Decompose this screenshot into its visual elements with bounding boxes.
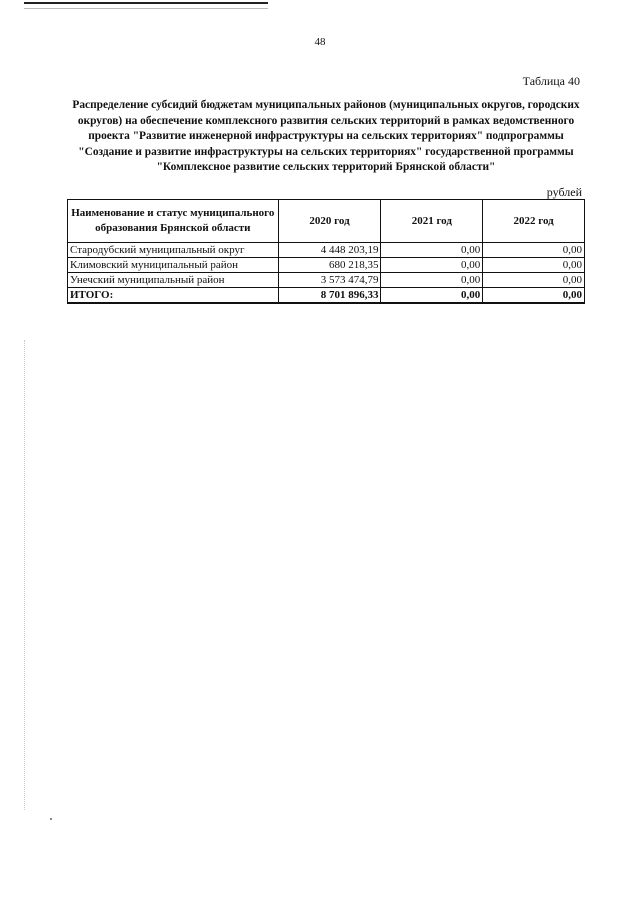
header-2021: 2021 год bbox=[381, 200, 483, 243]
title-line: "Создание и развитие инфраструктуры на сельских территориях" государственной программы bbox=[78, 145, 574, 158]
cell-2020: 4 448 203,19 bbox=[278, 243, 381, 258]
title-line: округов) на обеспечение комплексного развития сельских территорий в рамках ведомственного bbox=[77, 114, 575, 127]
table-label: Таблица 40 bbox=[522, 74, 580, 88]
title-line: Распределение субсидий бюджетам муниципальных районов (муниципальных округов, городских bbox=[72, 99, 580, 111]
subsidies-table bbox=[67, 199, 585, 304]
header-2022: 2022 год bbox=[483, 200, 585, 243]
table-header-row bbox=[68, 200, 585, 243]
page-number: 48 bbox=[314, 36, 326, 48]
total-label: ИТОГО: bbox=[68, 288, 279, 304]
top-border-line bbox=[24, 2, 268, 4]
cell-2020: 3 573 474,79 bbox=[278, 273, 381, 288]
scan-margin-dots bbox=[24, 340, 26, 810]
header-2020: 2020 год bbox=[278, 200, 381, 243]
cell-2022: 0,00 bbox=[483, 258, 585, 273]
cell-2022: 0,00 bbox=[483, 243, 585, 258]
table-total-row bbox=[68, 288, 585, 304]
scan-speck bbox=[50, 818, 52, 820]
cell-2021: 0,00 bbox=[381, 273, 483, 288]
total-2022: 0,00 bbox=[483, 288, 585, 304]
header-municipality: Наименование и статус муниципального образования Брянской области bbox=[68, 200, 279, 243]
title-line: проекта "Развитие инженерной инфраструктуры на сельских территориях" подпрограммы bbox=[88, 130, 564, 143]
cell-2022: 0,00 bbox=[483, 273, 585, 288]
cell-municipality: Унечский муниципальный район bbox=[68, 273, 279, 288]
top-border-thin-line bbox=[24, 8, 268, 9]
cell-municipality: Климовский муниципальный район bbox=[68, 258, 279, 273]
cell-2020: 680 218,35 bbox=[278, 258, 381, 273]
table-row bbox=[68, 243, 585, 258]
cell-2021: 0,00 bbox=[381, 258, 483, 273]
title-line: "Комплексное развитие сельских территорий Брянской области" bbox=[156, 161, 496, 174]
table-row bbox=[68, 258, 585, 273]
total-2020: 8 701 896,33 bbox=[278, 288, 381, 304]
document-title bbox=[66, 98, 586, 176]
cell-municipality: Стародубский муниципальный округ bbox=[68, 243, 279, 258]
total-2021: 0,00 bbox=[381, 288, 483, 304]
table-row bbox=[68, 273, 585, 288]
cell-2021: 0,00 bbox=[381, 243, 483, 258]
units-label: рублей bbox=[546, 185, 582, 199]
